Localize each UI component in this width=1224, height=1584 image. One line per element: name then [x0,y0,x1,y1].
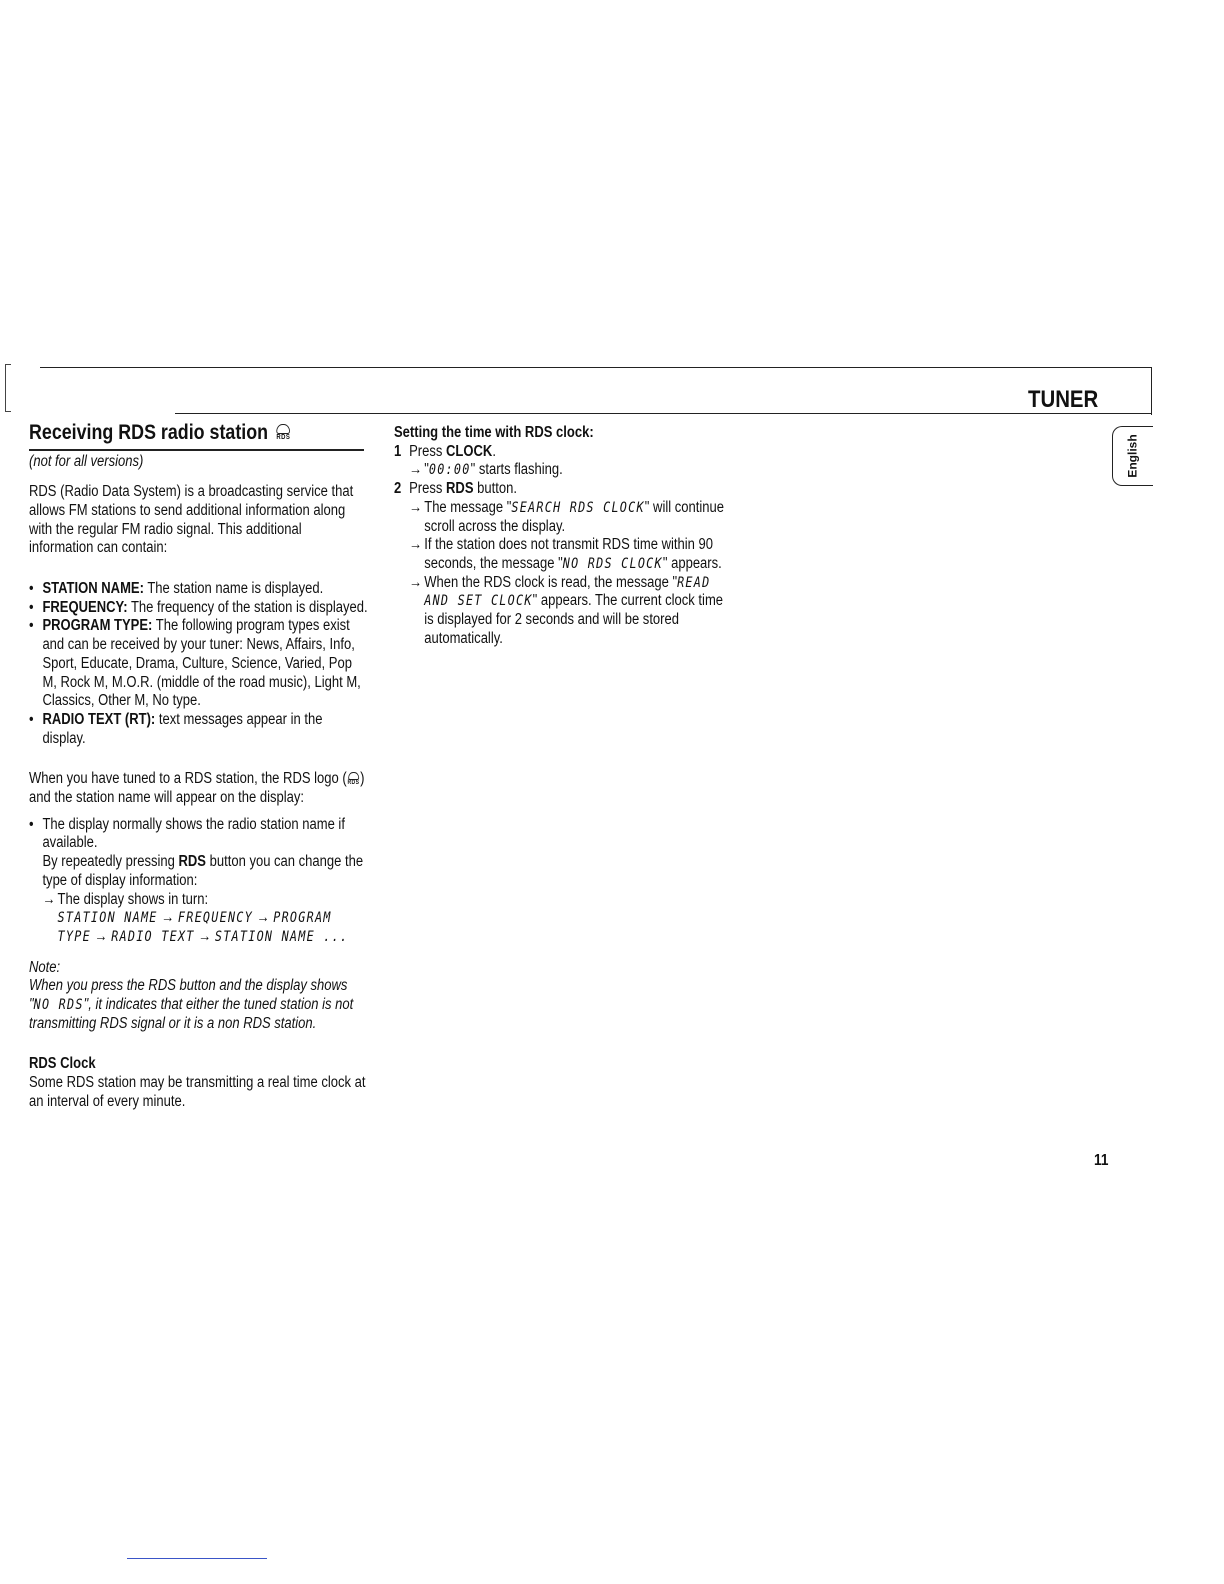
step-number: 1 [394,442,402,460]
clock-setting-heading: Setting the time with RDS clock: [394,424,594,441]
language-tab-label: English [1126,434,1140,478]
repeat-text-2: button you can change the type of display information: [42,853,364,889]
arrow-icon: → [409,461,423,479]
lcd-text: SEARCH RDS CLOCK [511,499,645,516]
lcd-text: RADIO TEXT [111,928,195,945]
turn-text: The display shows in turn: [57,890,209,908]
note-label: Note: [29,958,61,976]
item-label: FREQUENCY: [42,598,128,616]
clock-paragraph: Some RDS station may be transmitting a real time clock at an interval of every minute. [29,1074,366,1110]
footer-rule [127,1558,267,1559]
lcd-text: PROGRAM TYPE [57,910,332,945]
header-rule [175,413,1152,414]
item-text: text messages appear in the display. [42,710,323,747]
rds-logo-icon: RDS [347,771,360,787]
result-text: " appears. The current clock time is displayed for 2 seconds and will be stored automatically. [424,592,724,647]
item-label: STATION NAME: [42,580,144,598]
arrow-icon: → [256,909,270,927]
page-number: 11 [1094,1152,1109,1169]
step-2 [394,480,734,648]
step-2-result-3 [409,574,734,649]
left-column [29,420,369,1112]
result-text: " appears. [662,554,722,572]
lcd-text: 00:00 [428,462,471,479]
step-text: Press [409,442,447,460]
lcd-text: FREQUENCY [177,910,253,927]
result-text: starts flashing. [475,461,563,479]
display-bullet-text: The display normally shows the radio station name if available. [42,815,345,852]
clock-heading: RDS Clock [29,1055,96,1073]
page-title [29,420,318,446]
arrow-icon: → [198,927,212,945]
note-text-1: When you press the RDS button and the display shows " [29,977,348,1014]
info-list [29,580,369,748]
step-bold: RDS [446,480,474,498]
arrow-icon: → [94,927,108,945]
lcd-text: READ AND SET CLOCK [424,574,711,610]
item-text: The following program types exist and can be received by your tuner: News, Affairs, Info, Sport, Educate, Drama, Culture, Science, Varied, Pop M, Rock M, M.O.R. (middle of the road music), Light M, Classics, Other M, No type. [42,617,361,710]
tuned-text-1: When you have tuned to a RDS station, the RDS logo ( [29,770,347,788]
display-sequence [42,909,369,946]
language-tab [1112,426,1153,486]
page-title-text: Receiving RDS radio station [29,421,269,444]
item-text: The frequency of the station is displayed. [127,598,368,616]
step-text: Press [409,480,447,498]
arrow-icon: → [409,536,423,554]
crop-bracket [5,364,11,412]
rds-logo-icon: RDS [275,423,292,443]
lcd-text: STATION NAME [57,910,158,927]
result-text: If the station does not transmit RDS time within 90 seconds, the message " [424,536,713,572]
repeat-bold: RDS [178,853,207,871]
subtitle: (not for all versions) [29,452,144,470]
list-item [29,711,369,748]
step-1 [394,443,734,480]
item-label: RADIO TEXT (RT): [42,710,156,728]
note-text [29,977,369,1033]
list-item [29,816,369,947]
step-number: 2 [394,480,402,498]
step-bold: CLOCK [446,442,493,460]
repeat-text-1: By repeatedly pressing [42,853,179,871]
intro-paragraph: RDS (Radio Data System) is a broadcasting service that allows FM stations to send additional information along with the regular FM radio signal. This additional information can contain: [29,483,354,557]
step-end: button. [473,480,517,498]
list-item [29,580,369,599]
tuned-text-2: ) and the station name will appear on the display: [29,770,365,807]
arrow-icon: → [409,573,423,591]
left-body [29,453,369,1112]
item-label: PROGRAM TYPE: [42,617,153,635]
arrow-icon: → [409,498,423,516]
result-text: The message " [424,498,512,516]
lcd-text: STATION NAME ... [214,928,349,945]
step-1-result: → "00:00" starts flashing. [409,461,563,479]
tuned-paragraph [29,770,369,807]
step-2-result-1 [409,499,734,536]
list-item [29,599,369,618]
step-end: . [492,442,496,460]
lcd-text: NO RDS [33,997,84,1014]
right-column [394,424,734,648]
list-item [29,617,369,711]
note-text-2: ", it indicates that either the tuned station is not transmitting RDS signal or it is a non RDS station. [29,996,354,1032]
right-frame-line [1151,367,1152,415]
result-text: " will continue scroll across the display. [424,498,724,535]
lcd-text: NO RDS CLOCK [562,555,663,572]
top-frame-line [40,367,1152,368]
turn-line [42,891,369,910]
title-underline [29,449,364,451]
result-text: When the RDS clock is read, the message " [424,573,678,591]
step-2-result-2 [409,536,734,573]
section-tag: TUNER [1028,386,1099,413]
right-body [394,424,734,648]
display-list [29,816,369,947]
item-text: The station name is displayed. [143,580,324,598]
arrow-icon: → [161,909,175,927]
arrow-icon: → [42,890,56,908]
